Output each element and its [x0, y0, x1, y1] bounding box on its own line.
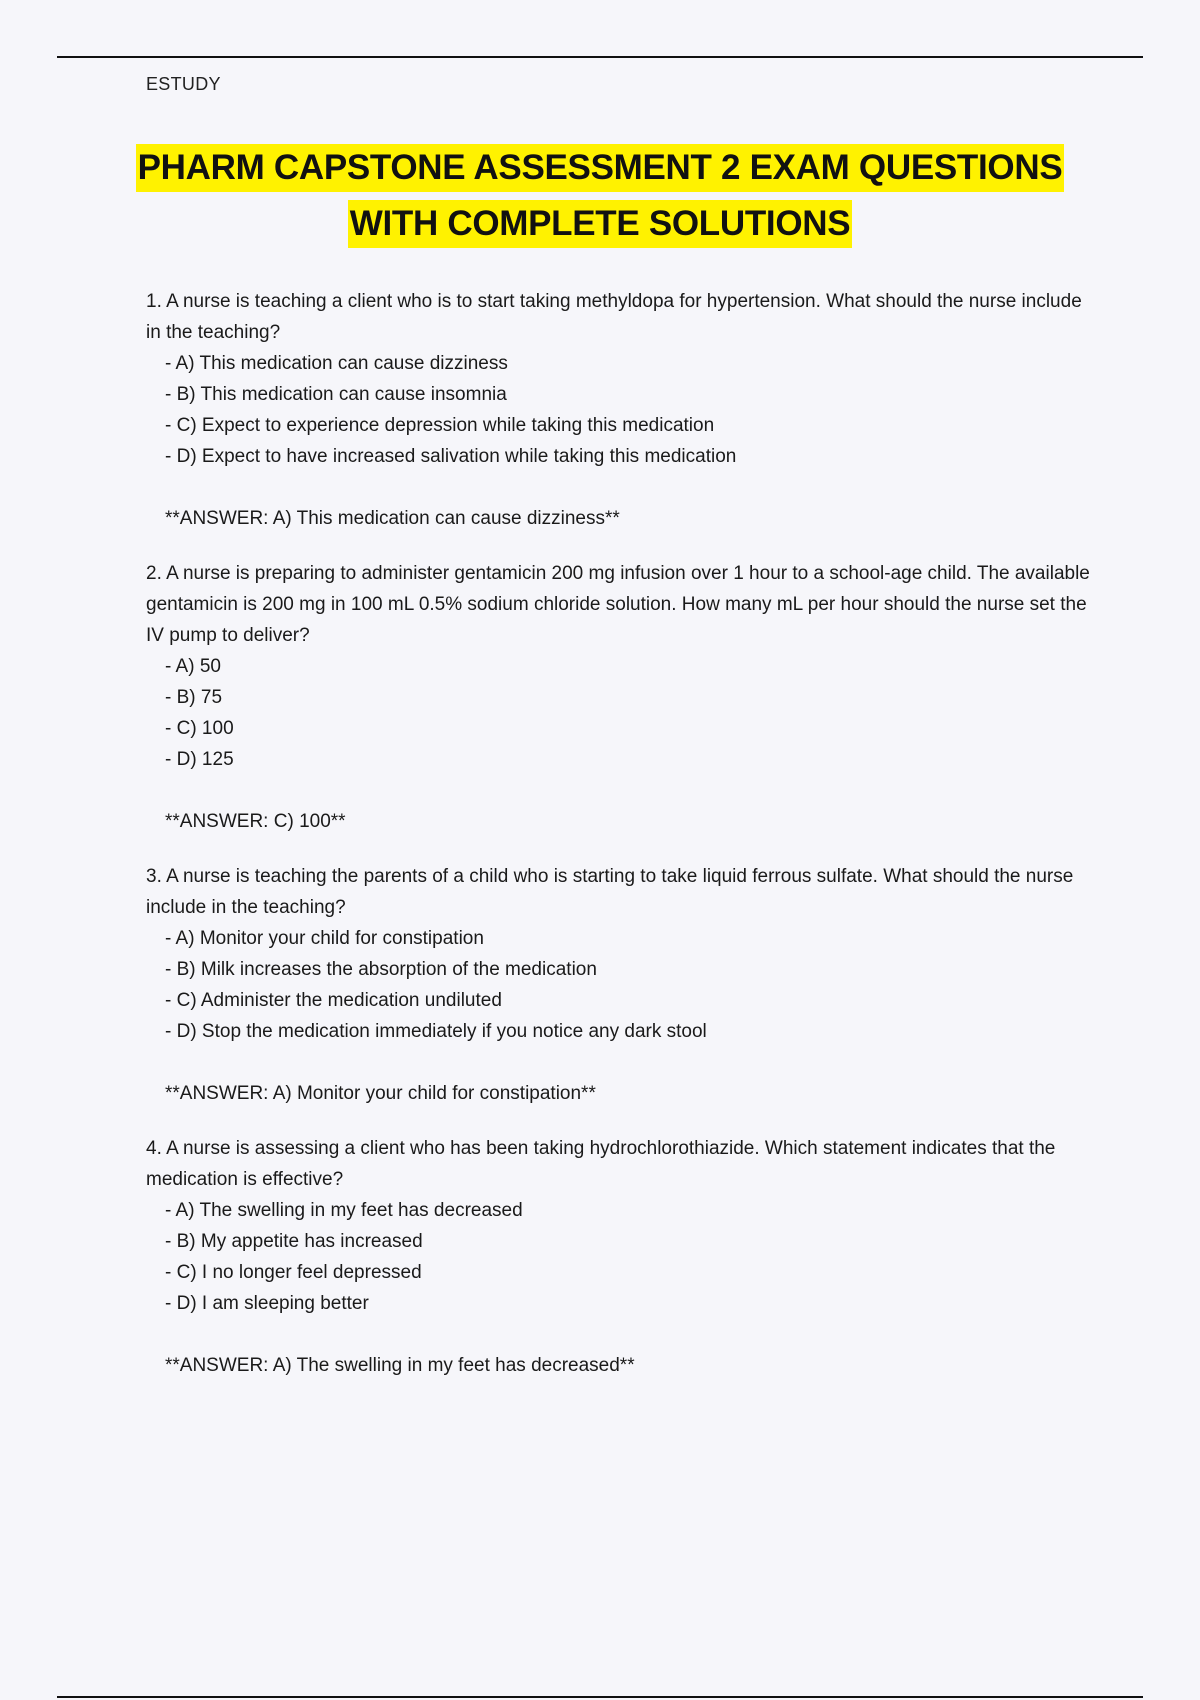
option-c: - C) I no longer feel depressed: [165, 1262, 422, 1283]
question-4: [146, 1133, 1096, 1381]
document-title: [0, 144, 1200, 248]
option-c: - C) Administer the medication undiluted: [165, 990, 502, 1011]
option-list: [146, 348, 1096, 472]
question-1: [146, 286, 1096, 534]
answer-line: **ANSWER: A) Monitor your child for constipation**: [165, 1083, 596, 1104]
bottom-rule: [57, 1696, 1143, 1698]
option-b: - B) My appetite has increased: [165, 1231, 423, 1252]
option-a: - A) Monitor your child for constipation: [165, 928, 484, 949]
option-list: [146, 923, 1096, 1047]
question-stem: 2. A nurse is preparing to administer gentamicin 200 mg infusion over 1 hour to a school-age child. The available gentamicin is 200 mg in 100 mL 0.5% sodium chloride solution. How many mL per hour should the nurse set the IV pump to deliver?: [146, 563, 1090, 646]
option-c: - C) 100: [165, 718, 234, 739]
option-b: - B) This medication can cause insomnia: [165, 384, 507, 405]
option-a: - A) The swelling in my feet has decreased: [165, 1200, 523, 1221]
option-a: - A) 50: [165, 656, 221, 677]
title-line-2: WITH COMPLETE SOLUTIONS: [348, 200, 853, 248]
option-list: [146, 651, 1096, 775]
title-line-1: PHARM CAPSTONE ASSESSMENT 2 EXAM QUESTIONS: [136, 144, 1065, 192]
question-stem: 3. A nurse is teaching the parents of a child who is starting to take liquid ferrous sulfate. What should the nurse include in the teaching?: [146, 866, 1074, 918]
header-label: ESTUDY: [146, 74, 221, 94]
option-d: - D) Stop the medication immediately if you notice any dark stool: [165, 1021, 707, 1042]
answer-line: **ANSWER: A) This medication can cause dizziness**: [165, 508, 620, 529]
option-d: - D) 125: [165, 749, 234, 770]
option-b: - B) 75: [165, 687, 223, 708]
top-rule: [57, 56, 1143, 58]
question-stem: 1. A nurse is teaching a client who is to start taking methyldopa for hypertension. What should the nurse include in the teaching?: [146, 291, 1082, 343]
option-d: - D) I am sleeping better: [165, 1293, 369, 1314]
option-c: - C) Expect to experience depression while taking this medication: [165, 415, 715, 436]
answer-line: **ANSWER: C) 100**: [165, 811, 346, 832]
option-b: - B) Milk increases the absorption of the medication: [165, 959, 597, 980]
question-2: [146, 558, 1096, 837]
question-list: [146, 286, 1096, 1405]
question-3: [146, 861, 1096, 1109]
option-d: - D) Expect to have increased salivation while taking this medication: [165, 446, 737, 467]
option-a: - A) This medication can cause dizziness: [165, 353, 508, 374]
question-stem: 4. A nurse is assessing a client who has been taking hydrochlorothiazide. Which statement indicates that the medication is effective?: [146, 1138, 1056, 1190]
option-list: [146, 1195, 1096, 1319]
answer-line: **ANSWER: A) The swelling in my feet has decreased**: [165, 1355, 635, 1376]
